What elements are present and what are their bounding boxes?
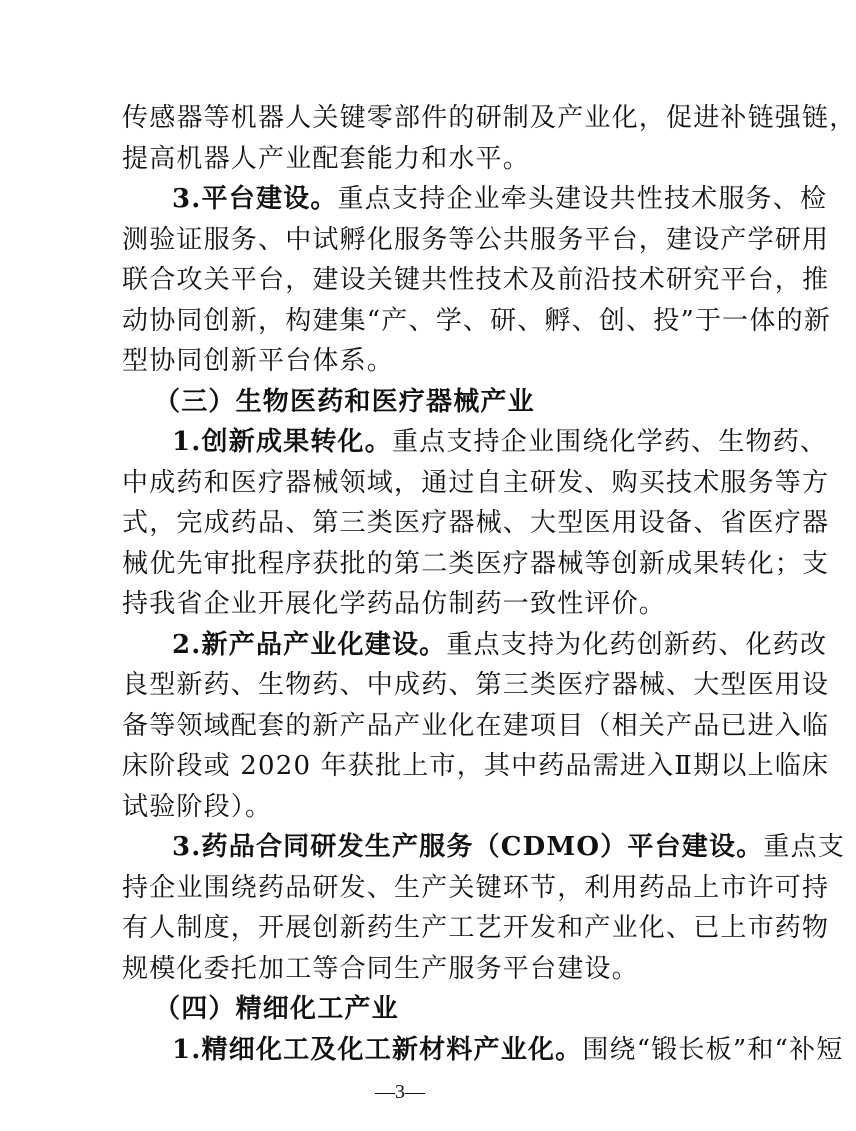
body-text-line: 械优先审批程序获批的第二类医疗器械等创新成果转化；支 — [122, 549, 830, 579]
body-text-line: 床阶段或 2020 年获批上市，其中药品需进入Ⅱ期以上临床 — [122, 751, 830, 781]
body-text-line: 中成药和医疗器械领域，通过自主研发、购买技术服务等方 — [122, 468, 830, 498]
body-text-line: 型协同创新平台体系。 — [122, 346, 395, 376]
new-products-paragraph-start — [172, 625, 828, 665]
chemical-heading: 1.精细化工及化工新材料产业化。 — [172, 1035, 583, 1065]
platform-building-text: 重点支持企业牵头建设共性技术服务、检 — [337, 184, 828, 214]
section-heading-fine-chemicals: （四）精细化工产业 — [154, 994, 399, 1024]
body-text-line: 式，完成药品、第三类医疗器械、大型医用设备、省医疗器 — [122, 508, 830, 538]
page-number: —3— — [375, 1081, 425, 1103]
innovation-heading: 1.创新成果转化。 — [172, 427, 392, 457]
new-products-text: 重点支持为化药创新药、化药改 — [446, 630, 828, 660]
body-text-line: 良型新药、生物药、中成药、第三类医疗器械、大型医用设 — [122, 670, 830, 700]
cdmo-text: 重点支 — [763, 832, 846, 862]
body-text-line: 提高机器人产业配套能力和水平。 — [122, 144, 531, 174]
cdmo-paragraph-start — [172, 827, 846, 867]
section-heading-biomedicine: （三）生物医药和医疗器械产业 — [154, 387, 535, 417]
platform-building-paragraph-start — [172, 179, 828, 219]
body-text-line: 持企业围绕药品研发、生产关键环节，利用药品上市许可持 — [122, 873, 830, 903]
chemical-paragraph-start — [172, 1030, 844, 1070]
chemical-text: 围绕“锻长板”和“补短 — [582, 1035, 844, 1065]
body-text-line: 试验阶段）。 — [122, 792, 273, 822]
cdmo-heading: 3.药品合同研发生产服务（CDMO）平台建设。 — [172, 832, 764, 862]
innovation-paragraph-start — [172, 422, 828, 462]
body-text-line: 持我省企业开展化学药品仿制药一致性评价。 — [122, 589, 667, 619]
body-text-line: 规模化委托加工等合同生产服务平台建设。 — [122, 954, 639, 984]
platform-building-heading: 3.平台建设。 — [172, 184, 338, 214]
body-text-line: 动协同创新，构建集“产、学、研、孵、创、投”于一体的新 — [122, 306, 831, 336]
body-text-line: 测验证服务、中试孵化服务等公共服务平台，建设产学研用 — [122, 225, 830, 255]
body-text-line: 有人制度，开展创新药生产工艺开发和产业化、已上市药物 — [122, 913, 830, 943]
body-text-line: 备等领域配套的新产品产业化在建项目（相关产品已进入临 — [122, 711, 830, 741]
innovation-text: 重点支持企业围绕化学药、生物药、 — [391, 427, 828, 457]
body-text-line: 联合攻关平台，建设关键共性技术及前沿技术研究平台，推 — [122, 265, 830, 295]
new-products-heading: 2.新产品产业化建设。 — [172, 630, 447, 660]
body-text-line: 传感器等机器人关键零部件的研制及产业化，促进补链强链， — [122, 103, 856, 133]
